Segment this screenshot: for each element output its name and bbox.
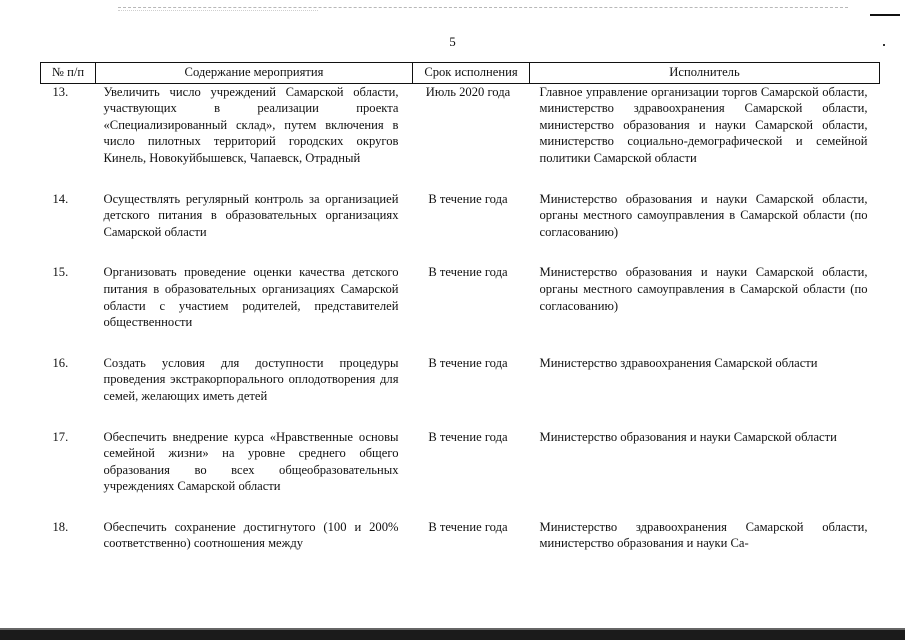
- header-content: Содержание мероприятия: [96, 63, 413, 84]
- table-row: [41, 429, 880, 495]
- page-number: 5: [449, 34, 456, 49]
- row-content: Создать условия для доступности процедуры проведения экстракорпорального оплодотворения для семей, желающих иметь детей: [103, 355, 399, 403]
- scan-edge-mark: [870, 14, 900, 16]
- row-term: В течение года: [428, 355, 508, 370]
- row-term: В течение года: [428, 519, 508, 534]
- row-term: В течение года: [428, 429, 508, 444]
- scan-bottom-edge: [0, 628, 905, 630]
- row-number: 13.: [52, 84, 69, 99]
- scan-top-line: [118, 7, 848, 8]
- row-executor: Министерство образования и науки Самарской области, органы местного самоуправления в Самарской области (по согласованию): [539, 265, 868, 313]
- row-term: Июль 2020 года: [425, 84, 511, 99]
- row-executor: Главное управление организации торгов Самарской области, министерство здравоохранения Самарской области, министерство образования и науки Самарской области, министерство социально-демографической и семейной политики Самарской области: [539, 84, 868, 165]
- header-term: Срок исполнения: [413, 63, 530, 84]
- row-content: Обеспечить сохранение достигнутого (100 и 200% соответственно) соотношения между: [103, 519, 399, 551]
- row-executor: Министерство здравоохранения Самарской области, министерство образования и науки Са-: [539, 519, 868, 551]
- row-content: Увеличить число учреждений Самарской области, участвующих в реализации проекта «Специализированный склад», путем включения в число пилотных территорий городских округов Кинель, Новокуйбышевск, Чапаевск, Отрадный: [103, 84, 399, 165]
- scan-top-artifact: [118, 10, 318, 11]
- row-term: В течение года: [428, 265, 508, 280]
- table-header: [41, 63, 880, 84]
- row-number: 15.: [52, 265, 69, 280]
- table-row: [41, 83, 880, 166]
- header-num: № п/п: [41, 63, 96, 84]
- row-number: 14.: [52, 191, 69, 206]
- row-number: 18.: [52, 519, 69, 534]
- table-row: [41, 264, 880, 330]
- table-row: [41, 355, 880, 405]
- row-content: Осуществлять регулярный контроль за организацией детского питания в образовательных организациях Самарской области: [103, 191, 399, 239]
- row-content: Обеспечить внедрение курса «Нравственные основы семейной жизни» на уровне среднего общего образования во всех общеобразовательных учреждениях Самарской области: [103, 429, 399, 494]
- row-number: 17.: [52, 429, 69, 444]
- table-row: [41, 191, 880, 241]
- row-executor: Министерство образования и науки Самарской области: [539, 429, 837, 444]
- row-number: 16.: [52, 355, 69, 370]
- row-executor: Министерство здравоохранения Самарской области: [539, 355, 818, 370]
- table-row: [41, 519, 880, 552]
- row-executor: Министерство образования и науки Самарской области, органы местного самоуправления в Самарской области (по согласованию): [539, 191, 868, 239]
- row-content: Организовать проведение оценки качества детского питания в образовательных организациях Самарской области с участием родителей, представителей общественности: [103, 265, 399, 330]
- header-executor: Исполнитель: [530, 63, 880, 84]
- measures-table: [40, 62, 880, 552]
- row-term: В течение года: [428, 191, 508, 206]
